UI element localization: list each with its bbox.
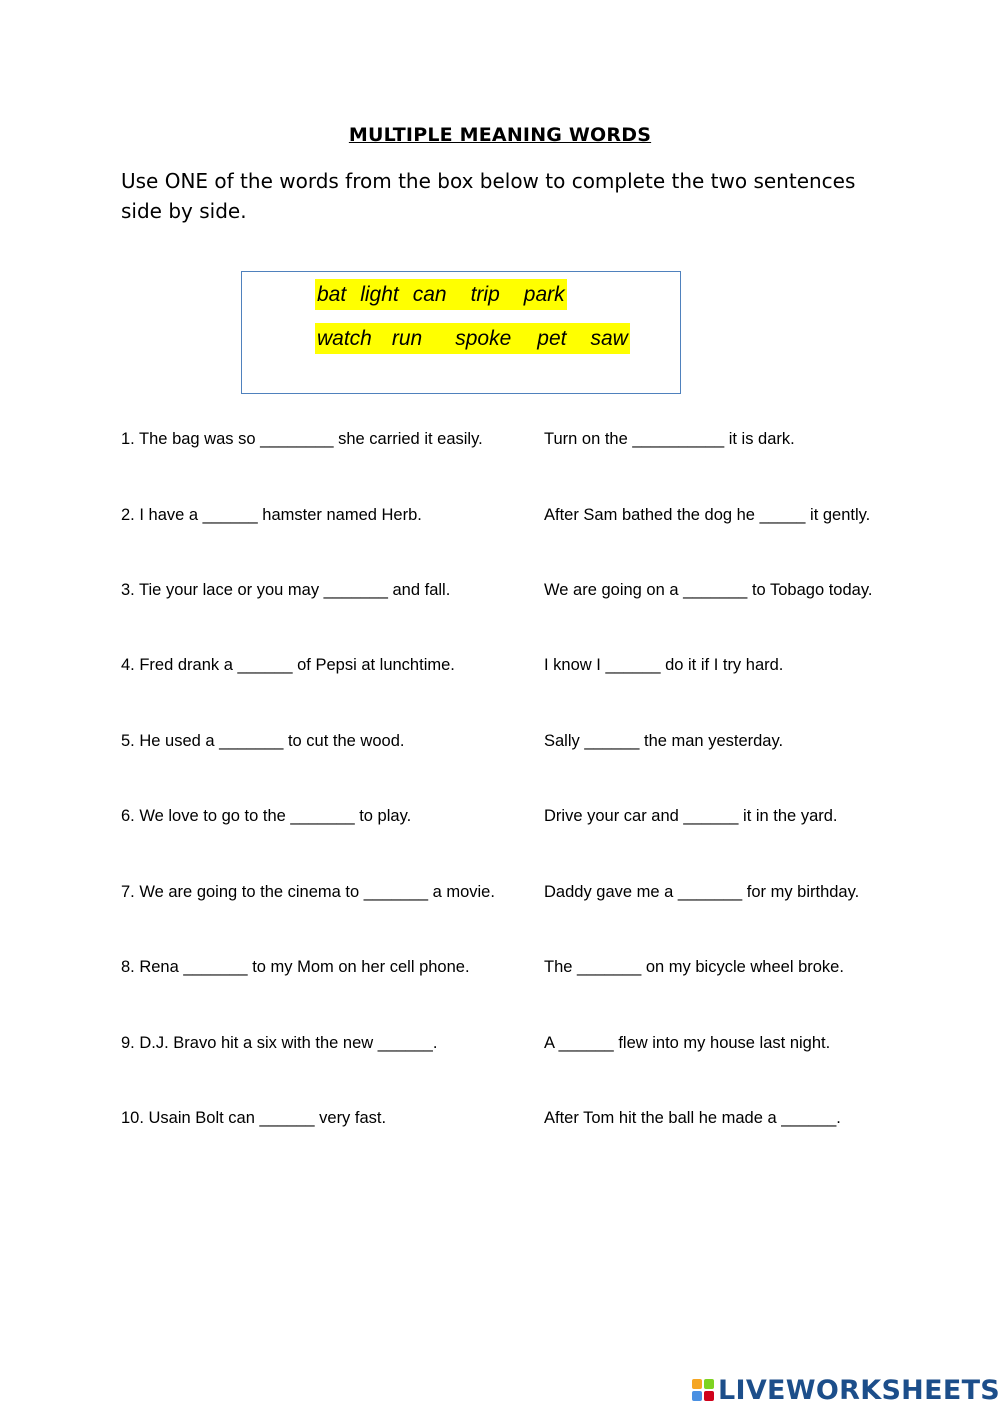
sentence-left: 8. Rena _______ to my Mom on her cell phone. (121, 958, 470, 976)
liveworksheets-logo (692, 1373, 1000, 1407)
sentence-right: We are going on a _______ to Tobago today. (544, 581, 873, 599)
word-bank-item: trip (470, 283, 500, 306)
sentence-right: Sally ______ the man yesterday. (544, 732, 784, 750)
sentence-row (0, 877, 1000, 907)
sentence-left: 5. He used a _______ to cut the wood. (121, 732, 405, 750)
logo-icon (692, 1379, 714, 1401)
sentence-left: 9. D.J. Bravo hit a six with the new ______. (121, 1034, 438, 1052)
word-bank-item: light (360, 283, 399, 306)
word-bank-item: can (412, 283, 447, 306)
sentence-right: Turn on the __________ it is dark. (544, 430, 795, 448)
word-row-1 (315, 279, 567, 310)
sentence-right: Daddy gave me a _______ for my birthday. (544, 883, 860, 901)
sentence-left: 6. We love to go to the _______ to play. (121, 807, 412, 825)
word-bank-item: saw (590, 327, 628, 350)
sentence-row (0, 650, 1000, 680)
sentence-row (0, 726, 1000, 756)
sentence-right: The _______ on my bicycle wheel broke. (544, 958, 844, 976)
sentence-right: A ______ flew into my house last night. (544, 1034, 831, 1052)
sentence-left: 1. The bag was so ________ she carried it easily. (121, 430, 483, 448)
sentence-row (0, 1103, 1000, 1133)
sentence-row (0, 500, 1000, 530)
sentence-left: 2. I have a ______ hamster named Herb. (121, 506, 422, 524)
sentence-row (0, 1028, 1000, 1058)
word-bank-item: bat (317, 283, 347, 306)
sentence-right: Drive your car and ______ it in the yard. (544, 807, 838, 825)
sentence-left: 7. We are going to the cinema to _______ a movie. (121, 883, 495, 901)
word-box (241, 271, 681, 394)
sentence-left: 4. Fred drank a ______ of Pepsi at lunchtime. (121, 656, 455, 674)
word-bank-item: watch (317, 327, 372, 350)
sentence-row (0, 424, 1000, 454)
sentence-left: 3. Tie your lace or you may _______ and fall. (121, 581, 451, 599)
worksheet-title: MULTIPLE MEANING WORDS (348, 124, 652, 146)
sentence-row (0, 952, 1000, 982)
sentence-row (0, 575, 1000, 605)
sentence-right: I know I ______ do it if I try hard. (544, 656, 784, 674)
word-bank-item: pet (537, 327, 567, 350)
instructions-text: Use ONE of the words from the box below to complete the two sentences side by side. (121, 169, 856, 223)
sentence-right: After Tom hit the ball he made a ______. (544, 1109, 841, 1127)
sentence-right: After Sam bathed the dog he _____ it gently. (544, 506, 871, 524)
word-bank-item: spoke (455, 327, 512, 350)
sentence-left: 10. Usain Bolt can ______ very fast. (121, 1109, 387, 1127)
word-bank-item: park (523, 283, 565, 306)
word-bank-item: run (391, 327, 423, 350)
sentence-row (0, 801, 1000, 831)
logo-text: LIVEWORKSHEETS (718, 1374, 1000, 1406)
word-row-2 (315, 323, 630, 354)
